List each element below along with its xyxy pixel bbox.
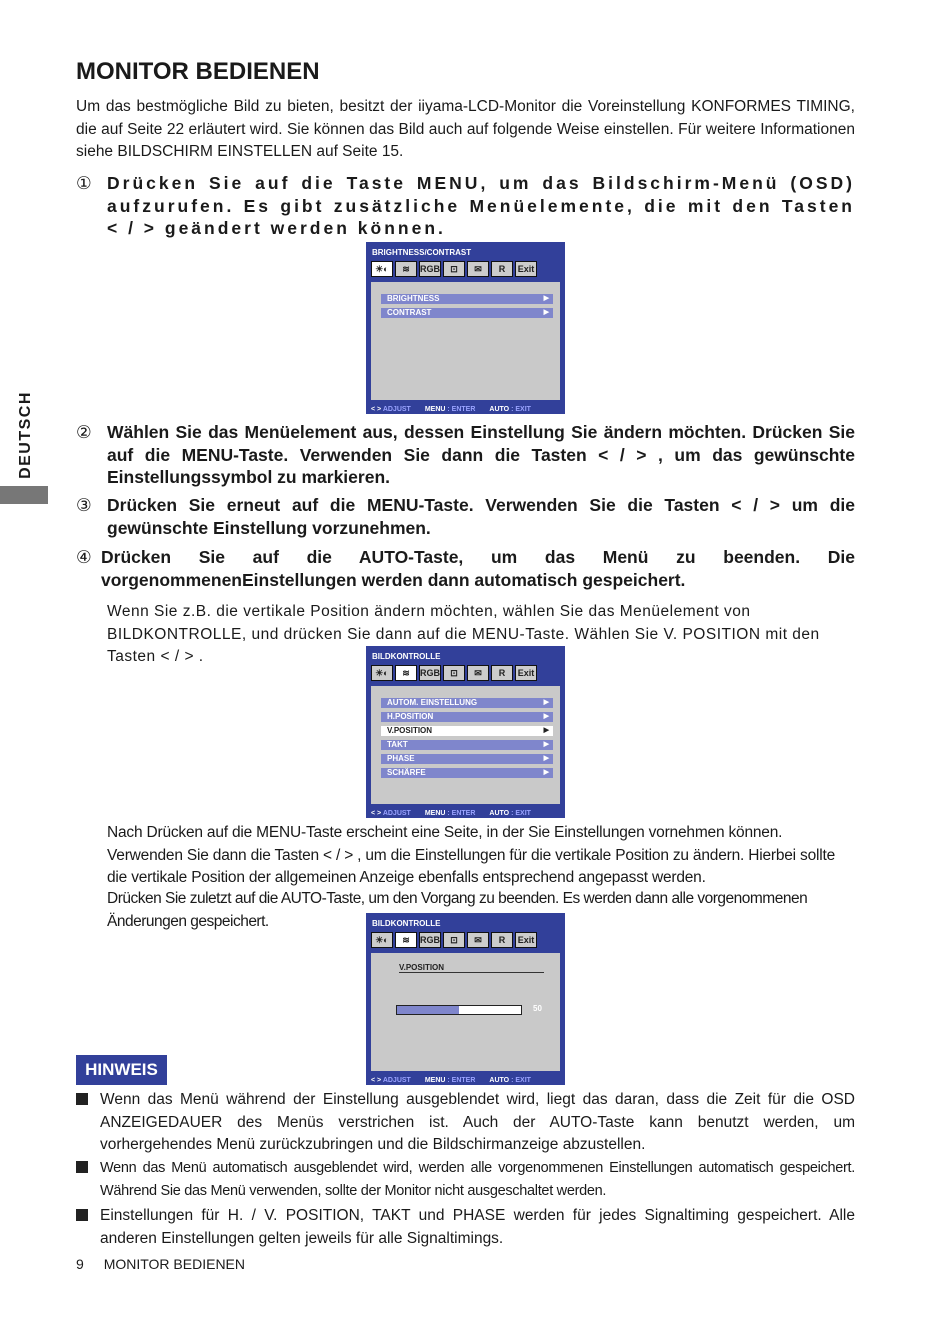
arrow-right-icon: ▶ [543,309,549,316]
osd-item-schaerfe: SCHÄRFE ▶ [381,768,553,778]
after-paragraph-1: Nach Drücken auf die MENU-Taste erscheint eine Seite, in der Sie Einstellungen vornehmen können. Verwenden Sie dann die Tasten < / > , um die Einstellungen für die vertikale Position zu ändern. Hierbei sollte die vertikale Position der allgemeinen Anzeige ebenfalls entsprechend angepasst werden. [107,824,835,886]
slider-fill [397,1006,459,1014]
osd-title: BRIGHTNESS/CONTRAST [372,248,472,257]
position-icon: ⊡ [443,261,465,277]
slider-value: 50 [533,1004,542,1013]
osd-footer: < > ADJUST MENU : ENTER AUTO : EXIT [371,406,531,413]
step-2-number: ② [76,422,92,442]
step-4 [76,546,855,591]
osd-icon-bar [371,932,537,948]
after-paragraph-2: Drücken Sie zuletzt auf die AUTO-Taste, um den Vorgang zu beenden. Es werden dann alle vorgenommenen Änderungen gespeichert. [107,890,808,930]
image-control-icon: ≋ [395,261,417,277]
step-4-number: ④ [76,547,92,567]
note-1 [76,1089,855,1157]
image-control-icon: ≋ [395,932,417,948]
osd-v-position-adjust [366,913,565,1085]
reset-icon: R [491,932,513,948]
osd-item-v-position: V.POSITION ▶ [381,726,553,736]
step-3-text: Drücken Sie erneut auf die MENU-Taste. Verwenden Sie die Tasten < / > um die gewünschte Einstellung vorzunehmen. [107,495,855,538]
step-1 [76,172,855,240]
arrow-right-icon: ▶ [543,699,549,706]
arrow-right-icon: ▶ [543,295,549,302]
note-3-text: Einstellungen für H. / V. POSITION, TAKT und PHASE werden für jedes Signaltiming gespeichert. Alle anderen Einstellungen gelten jeweils für alle Signaltimings. [100,1207,855,1247]
note-3 [76,1205,855,1250]
step-2 [76,421,855,489]
arrow-right-icon: ▶ [543,741,549,748]
v-position-slider [396,1005,522,1015]
example-paragraph: Wenn Sie z.B. die vertikale Position ändern möchten, wählen Sie das Menüelement von BILDKONTROLLE, und drücken Sie dann auf die MENU-Taste. Wählen Sie V. POSITION mit den Tasten < / > . [107,603,820,665]
osd-item-h-position: H.POSITION ▶ [381,712,553,722]
bullet-square-icon [76,1161,88,1173]
page-number: 9 [76,1256,84,1272]
exit-icon: Exit [515,932,537,948]
osd-icon-bar [371,261,537,277]
osd-item-brightness: BRIGHTNESS ▶ [381,294,553,304]
osd-setup-icon: ✉ [467,932,489,948]
reset-icon: R [491,261,513,277]
osd-menu-panel [371,686,560,804]
rgb-icon: RGB [419,261,441,277]
osd-setup-icon: ✉ [467,261,489,277]
position-icon: ⊡ [443,665,465,681]
step-3 [76,494,855,539]
arrow-right-icon: ▶ [543,727,549,734]
osd-item-autom-einstellung: AUTOM. EINSTELLUNG ▶ [381,698,553,708]
image-control-icon: ≋ [395,665,417,681]
osd-title: BILDKONTROLLE [372,652,441,661]
side-tab-label: DEUTSCH [17,391,34,479]
side-tab-marker [0,486,48,504]
position-icon: ⊡ [443,932,465,948]
footer-section: MONITOR BEDIENEN [103,1256,245,1272]
arrow-right-icon: ▶ [543,713,549,720]
osd-footer: < > ADJUST MENU : ENTER AUTO : EXIT [371,1077,531,1084]
exit-icon: Exit [515,665,537,681]
bullet-square-icon [76,1209,88,1221]
arrow-right-icon: ▶ [543,755,549,762]
rgb-icon: RGB [419,932,441,948]
osd-bildkontrolle-menu [366,646,565,818]
note-1-text: Wenn das Menü während der Einstellung ausgeblendet wird, liegt das daran, dass die Zeit für die OSD ANZEIGEDAUER des Menüs verstrichen ist. Auch der AUTO-Taste kann benutzt werden, um vorhergehendes Menü zurückzubringen und die Bildschirmanzeige abzustellen. [100,1091,855,1153]
intro-paragraph: Um das bestmögliche Bild zu bieten, besitzt der iiyama-LCD-Monitor die Voreinstellung KONFORMES TIMING, die auf Seite 22 erläutert wird. Sie können das Bild auch auf folgende Weise einstellen. Für weitere Informationen siehe BILDSCHIRM EINSTELLEN auf Seite 15. [76,98,855,160]
osd-footer: < > ADJUST MENU : ENTER AUTO : EXIT [371,810,531,817]
setting-label: V.POSITION [399,963,544,973]
rgb-icon: RGB [419,665,441,681]
osd-setup-icon: ✉ [467,665,489,681]
reset-icon: R [491,665,513,681]
osd-title: BILDKONTROLLE [372,919,441,928]
step-3-number: ③ [76,495,92,515]
osd-item-contrast: CONTRAST ▶ [381,308,553,318]
brightness-contrast-icon: ☀◐ [371,261,393,277]
brightness-contrast-icon: ☀◐ [371,665,393,681]
note-2-text: Wenn das Menü automatisch ausgeblendet wird, werden alle vorgenommenen Einstellungen automatisch gespeichert. Während Sie das Menü verwenden, sollte der Monitor nicht ausgeschaltet werden. [100,1160,855,1199]
step-4-text: Drücken Sie auf die AUTO-Taste, um das Menü zu beenden. Die vorgenommenenEinstellungen werden dann automatisch gespeichert. [101,547,855,590]
exit-icon: Exit [515,261,537,277]
osd-item-phase: PHASE ▶ [381,754,553,764]
note-2 [76,1157,855,1202]
step-1-text: Drücken Sie auf die Taste MENU, um das Bildschirm-Menü (OSD) aufzurufen. Es gibt zusätzliche Menüelemente, die mit den Tasten < / > geändert werden können. [107,173,855,238]
osd-menu-panel [371,282,560,400]
step-1-number: ① [76,173,92,193]
hinweis-label: HINWEIS [76,1055,167,1085]
arrow-right-icon: ▶ [543,769,549,776]
osd-icon-bar [371,665,537,681]
brightness-contrast-icon: ☀◐ [371,932,393,948]
osd-brightness-contrast [366,242,565,414]
page-footer [76,1256,261,1272]
bullet-square-icon [76,1093,88,1105]
osd-item-takt: TAKT ▶ [381,740,553,750]
page-title: MONITOR BEDIENEN [76,58,320,85]
step-2-text: Wählen Sie das Menüelement aus, dessen Einstellung Sie ändern möchten. Drücken Sie auf die MENU-Taste. Verwenden Sie dann die Tasten < / > , um das gewünschte Einstellungssymbol zu markieren. [107,422,855,487]
